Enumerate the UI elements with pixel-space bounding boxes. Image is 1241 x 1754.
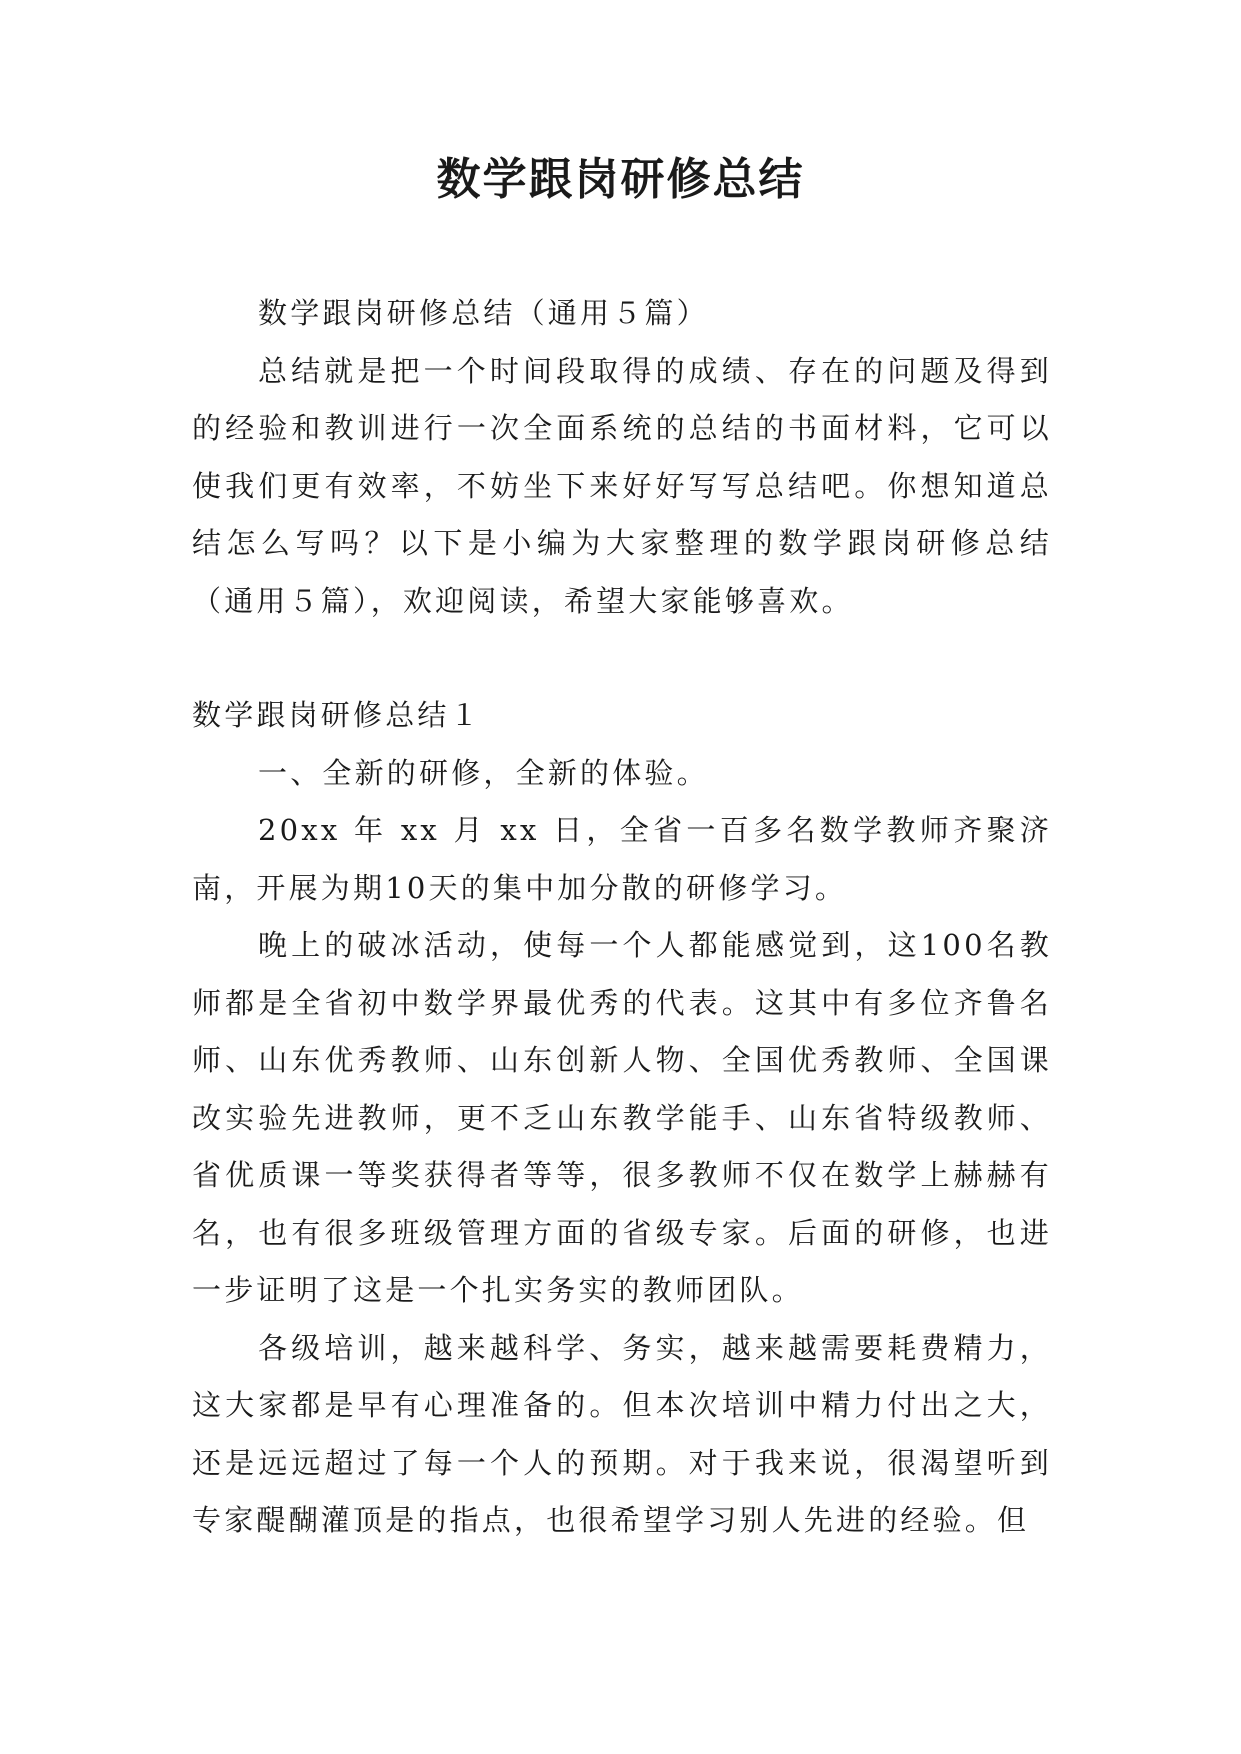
section-heading: 数学跟岗研修总结１ (192, 698, 482, 732)
document-body (192, 285, 1052, 1550)
document-subtitle: 数学跟岗研修总结（通用５篇） (258, 296, 709, 330)
paragraph-4: 各级培训，越来越科学、务实，越来越需要耗费精力，这大家都是早有心理准备的。但本次培训中精力付出之大，还是远远超过了每一个人的预期。对于我来说，很渴望听到专家醍醐灌顶是的指点，也很希望学习别人先进的经验。但 (192, 1330, 1052, 1537)
paragraph-3: 晚上的破冰活动，使每一个人都能感觉到，这100名教师都是全省初中数学界最优秀的代表。这其中有多位齐鲁名师、山东优秀教师、山东创新人物、全国优秀教师、全国课改实验先进教师，更不乏山东教学能手、山东省特级教师、省优质课一等奖获得者等等，很多教师不仅在数学上赫赫有名，也有很多班级管理方面的省级专家。后面的研修，也进一步证明了这是一个扎实务实的教师团队。 (192, 928, 1052, 1307)
document-title: 数学跟岗研修总结 (436, 154, 805, 205)
paragraph-1: 一、全新的研修，全新的体验。 (258, 755, 709, 790)
paragraph-2: 20xx 年 xx 月 xx 日，全省一百多名数学教师齐聚济南，开展为期10天的集中加分散的研修学习。 (192, 813, 1052, 905)
intro-paragraph: 总结就是把一个时间段取得的成绩、存在的问题及得到的经验和教训进行一次全面系统的总结的书面材料，它可以使我们更有效率，不妨坐下来好好写写总结吧。你想知道总结怎么写吗？以下是小编为大家整理的数学跟岗研修总结（通用５篇），欢迎阅读，希望大家能够喜欢。 (192, 353, 1052, 618)
